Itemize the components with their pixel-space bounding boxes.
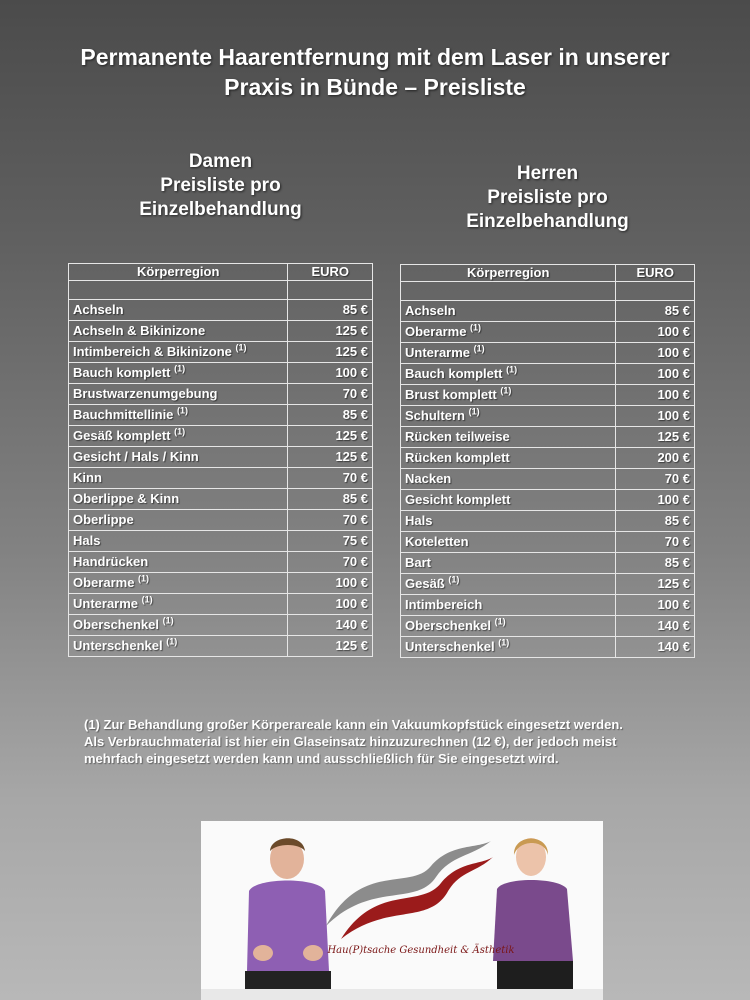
region-cell	[401, 322, 616, 343]
region-name: Koteletten	[405, 534, 469, 549]
region-name: Schultern	[405, 408, 465, 423]
price-cell: 100 €	[616, 343, 695, 364]
spacer-cell	[616, 282, 695, 301]
column-header-region: Körperregion	[401, 265, 616, 282]
table-spacer-row	[401, 282, 695, 301]
region-name: Bauchmittellinie	[73, 407, 174, 422]
region-cell	[401, 427, 616, 448]
price-cell: 140 €	[616, 637, 695, 658]
price-cell: 125 €	[616, 574, 695, 595]
table-row	[401, 574, 695, 595]
page-title-line-1: Permanente Haarentfernung mit dem Laser in unserer	[80, 44, 670, 70]
price-cell: 85 €	[616, 553, 695, 574]
table-row	[401, 385, 695, 406]
region-cell	[69, 594, 288, 615]
price-cell: 100 €	[616, 364, 695, 385]
practice-photo	[201, 821, 603, 1000]
herren-heading-line: Herren	[516, 163, 579, 184]
footnote-line-3: mehrfach eingesetzt werden kann und ausschließlich für Sie eingesetzt wird.	[84, 751, 559, 766]
table-spacer-row	[69, 281, 373, 300]
region-name: Oberarme	[73, 575, 135, 590]
practice-photo-illustration	[201, 821, 603, 1000]
region-name: Oberschenkel	[73, 617, 159, 632]
region-cell	[69, 573, 288, 594]
region-cell	[401, 385, 616, 406]
region-cell	[401, 364, 616, 385]
region-name: Gesäß	[405, 576, 445, 591]
region-name: Kinn	[73, 470, 102, 485]
footnote-marker: (1)	[177, 405, 189, 416]
region-cell	[69, 405, 288, 426]
region-cell	[69, 363, 288, 384]
table-row	[401, 511, 695, 532]
region-cell	[69, 384, 288, 405]
region-name: Hals	[73, 533, 101, 548]
price-cell: 100 €	[288, 363, 373, 384]
price-cell: 70 €	[288, 552, 373, 573]
region-name: Unterschenkel	[73, 638, 163, 653]
price-cell: 85 €	[288, 405, 373, 426]
region-cell	[69, 615, 288, 636]
table-row	[69, 573, 373, 594]
table-row	[401, 490, 695, 511]
price-cell: 125 €	[288, 426, 373, 447]
region-name: Intimbereich & Bikinizone	[73, 344, 232, 359]
table-header-row	[69, 264, 373, 281]
bench	[201, 989, 603, 1000]
region-name: Hals	[405, 513, 433, 528]
table-row	[401, 553, 695, 574]
table-row	[69, 384, 373, 405]
price-cell: 125 €	[288, 447, 373, 468]
region-name: Bart	[405, 555, 432, 570]
footnote-marker: (1)	[473, 343, 485, 354]
table-header-row	[401, 265, 695, 282]
region-cell	[401, 469, 616, 490]
region-name: Brust komplett	[405, 387, 497, 402]
region-cell	[401, 595, 616, 616]
region-cell	[401, 574, 616, 595]
region-cell	[69, 552, 288, 573]
table-row	[69, 405, 373, 426]
region-cell	[401, 406, 616, 427]
region-name: Rücken komplett	[405, 450, 510, 465]
footnote-marker: (1)	[494, 616, 506, 627]
table-row	[401, 469, 695, 490]
man-figure	[245, 838, 331, 1000]
region-cell	[69, 426, 288, 447]
price-cell: 100 €	[616, 595, 695, 616]
table-row	[69, 489, 373, 510]
region-cell	[69, 300, 288, 321]
table-row	[69, 510, 373, 531]
region-name: Achseln & Bikinizone	[73, 323, 206, 338]
woman-figure	[493, 838, 573, 1000]
region-cell	[401, 301, 616, 322]
price-cell: 125 €	[288, 342, 373, 363]
footnote-marker: (1)	[500, 385, 512, 396]
region-name: Gesicht komplett	[405, 492, 511, 507]
region-cell	[401, 637, 616, 658]
price-cell: 125 €	[288, 321, 373, 342]
price-cell: 100 €	[288, 573, 373, 594]
damen-heading-line: Preisliste pro	[160, 175, 281, 196]
column-header-price: EURO	[288, 264, 373, 281]
footnote-marker: (1)	[470, 322, 482, 333]
table-row	[69, 363, 373, 384]
region-cell	[69, 321, 288, 342]
table-row	[69, 426, 373, 447]
footnote-marker: (1)	[235, 342, 247, 353]
price-cell: 85 €	[288, 489, 373, 510]
table-row	[401, 406, 695, 427]
damen-price-table	[68, 263, 373, 657]
price-cell: 70 €	[616, 469, 695, 490]
region-name: Oberlippe	[73, 512, 134, 527]
column-header-region: Körperregion	[69, 264, 288, 281]
price-cell: 140 €	[616, 616, 695, 637]
spacer-cell	[401, 282, 616, 301]
table-row	[401, 322, 695, 343]
footnote-marker: (1)	[141, 594, 153, 605]
region-cell	[69, 510, 288, 531]
price-cell: 100 €	[616, 490, 695, 511]
table-row	[69, 594, 373, 615]
region-name: Brustwarzenumgebung	[73, 386, 218, 401]
spacer-cell	[69, 281, 288, 300]
price-cell: 125 €	[288, 636, 373, 657]
price-cell: 200 €	[616, 448, 695, 469]
price-cell: 100 €	[616, 406, 695, 427]
table-row	[401, 364, 695, 385]
footnote-marker: (1)	[506, 364, 518, 375]
price-cell: 140 €	[288, 615, 373, 636]
region-cell	[69, 489, 288, 510]
footnote-marker: (1)	[468, 406, 480, 417]
region-name: Gesäß komplett	[73, 428, 171, 443]
damen-heading-line: Damen	[188, 151, 253, 172]
footnote	[84, 716, 704, 767]
herren-price-table	[400, 264, 695, 658]
table-row	[69, 342, 373, 363]
region-name: Bauch komplett	[73, 365, 171, 380]
region-cell	[69, 447, 288, 468]
region-name: Intimbereich	[405, 597, 483, 612]
region-name: Achseln	[73, 302, 124, 317]
price-cell: 100 €	[616, 322, 695, 343]
price-cell: 100 €	[616, 385, 695, 406]
footnote-line-1: (1) Zur Behandlung großer Körperareale kann ein Vakuumkopfstück eingesetzt werden.	[84, 717, 623, 732]
region-cell	[401, 532, 616, 553]
table-row	[69, 552, 373, 573]
region-cell	[401, 616, 616, 637]
region-name: Unterschenkel	[405, 639, 495, 654]
table-row	[401, 532, 695, 553]
page-title	[0, 42, 750, 102]
table-row	[401, 343, 695, 364]
region-name: Oberschenkel	[405, 618, 491, 633]
price-cell: 85 €	[288, 300, 373, 321]
price-cell: 85 €	[616, 511, 695, 532]
spacer-cell	[288, 281, 373, 300]
footnote-marker: (1)	[162, 615, 174, 626]
footnote-marker: (1)	[174, 363, 186, 374]
region-name: Nacken	[405, 471, 452, 486]
footnote-marker: (1)	[138, 573, 150, 584]
region-cell	[401, 448, 616, 469]
table-row	[69, 531, 373, 552]
footnote-line-2: Als Verbrauchmaterial ist hier ein Glaseinsatz hinzuzurechnen (12 €), der jedoch meist	[84, 734, 617, 749]
price-cell: 70 €	[288, 468, 373, 489]
region-name: Gesicht / Hals / Kinn	[73, 449, 199, 464]
region-name: Unterarme	[73, 596, 139, 611]
table-row	[69, 636, 373, 657]
page-title-line-2: Praxis in Bünde – Preisliste	[224, 74, 526, 100]
column-header-price: EURO	[616, 265, 695, 282]
price-cell: 70 €	[616, 532, 695, 553]
region-name: Unterarme	[405, 345, 471, 360]
herren-heading-line: Einzelbehandlung	[466, 211, 629, 232]
table-row	[401, 448, 695, 469]
table-row	[401, 301, 695, 322]
table-row	[69, 300, 373, 321]
region-cell	[401, 553, 616, 574]
damen-heading	[68, 150, 373, 222]
region-cell	[401, 490, 616, 511]
region-name: Oberarme	[405, 324, 467, 339]
price-cell: 70 €	[288, 384, 373, 405]
region-cell	[69, 531, 288, 552]
table-row	[69, 468, 373, 489]
footnote-marker: (1)	[166, 636, 178, 647]
region-cell	[401, 343, 616, 364]
table-row	[69, 321, 373, 342]
price-cell: 85 €	[616, 301, 695, 322]
table-row	[401, 637, 695, 658]
table-row	[69, 447, 373, 468]
table-row	[69, 615, 373, 636]
region-cell	[401, 511, 616, 532]
region-cell	[69, 468, 288, 489]
logo-text: Hau(P)tsache Gesundheit & Ästhetik	[327, 945, 515, 956]
region-cell	[69, 342, 288, 363]
region-name: Rücken teilweise	[405, 429, 510, 444]
footnote-marker: (1)	[498, 637, 510, 648]
region-name: Oberlippe & Kinn	[73, 491, 180, 506]
herren-heading-line: Preisliste pro	[487, 187, 608, 208]
footnote-marker: (1)	[448, 574, 460, 585]
table-row	[401, 427, 695, 448]
damen-heading-line: Einzelbehandlung	[139, 199, 302, 220]
region-cell	[69, 636, 288, 657]
price-cell: 75 €	[288, 531, 373, 552]
herren-heading	[400, 162, 695, 234]
footnote-marker: (1)	[174, 426, 186, 437]
table-row	[401, 595, 695, 616]
region-name: Bauch komplett	[405, 366, 503, 381]
price-cell: 70 €	[288, 510, 373, 531]
price-cell: 100 €	[288, 594, 373, 615]
table-row	[401, 616, 695, 637]
region-name: Achseln	[405, 303, 456, 318]
region-name: Handrücken	[73, 554, 149, 569]
price-cell: 125 €	[616, 427, 695, 448]
